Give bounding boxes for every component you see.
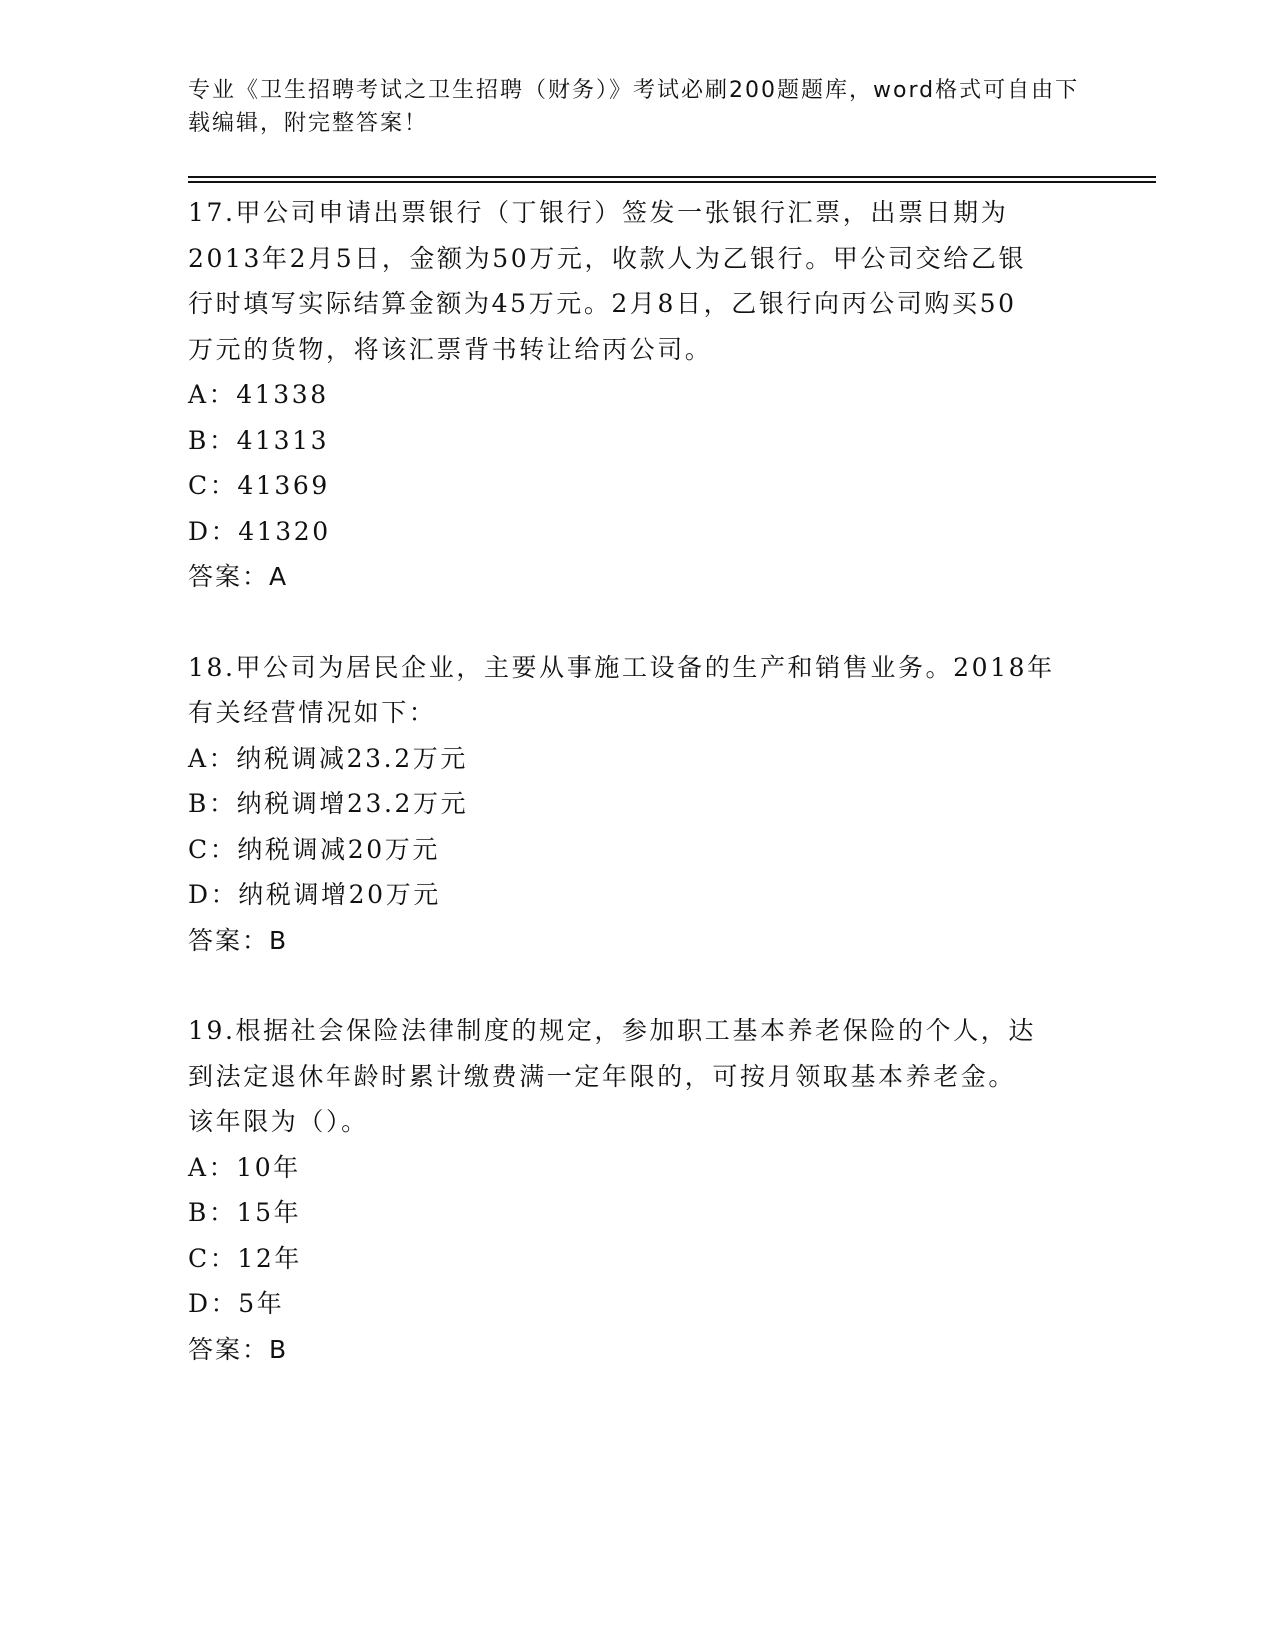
question-text-line: 19.根据社会保险法律制度的规定，参加职工基本养老保险的个人，达 [188, 1016, 1036, 1045]
question-text-line: 18.甲公司为居民企业，主要从事施工设备的生产和销售业务。2018年 [188, 652, 1055, 682]
answer: 答案：B [188, 925, 289, 955]
answer: 答案：B [188, 1334, 289, 1364]
option-c: C：12年 [188, 1243, 302, 1273]
option-b: B：41313 [188, 425, 330, 455]
question-text-line: 行时填写实际结算金额为45万元。2月8日，乙银行向丙公司购买50 [188, 289, 1017, 318]
question-19 [188, 1008, 1088, 1372]
question-text-line: 有关经营情况如下： [188, 698, 437, 727]
header-divider-bottom [188, 181, 1156, 183]
question-text-line: 17.甲公司申请出票银行（丁银行）签发一张银行汇票，出票日期为 [188, 198, 1009, 227]
header-divider-top [188, 176, 1156, 178]
question-list [188, 190, 1088, 1417]
option-d: D：纳税调增20万元 [188, 880, 441, 909]
question-text-line: 万元的货物，将该汇票背书转让给丙公司。 [188, 334, 713, 364]
option-d: D：5年 [188, 1289, 285, 1318]
option-a: A：10年 [188, 1152, 301, 1182]
question-text-line: 2013年2月5日，金额为50万元，收款人为乙银行。甲公司交给乙银 [188, 243, 1027, 273]
page-header: 专业《卫生招聘考试之卫生招聘（财务）》考试必刷200题题库，word格式可自由下载编辑，附完整答案！ [188, 78, 1080, 136]
option-c: C：41369 [188, 471, 330, 500]
option-c: C：纳税调减20万元 [188, 834, 440, 864]
option-a: A：41338 [188, 380, 329, 409]
option-d: D：41320 [188, 516, 331, 546]
question-text-line: 该年限为（）。 [188, 1107, 369, 1136]
answer: 答案：A [188, 562, 289, 591]
option-b: B：纳税调增23.2万元 [188, 789, 469, 818]
question-text-line: 到法定退休年龄时累计缴费满一定年限的，可按月领取基本养老金。 [188, 1061, 1017, 1091]
option-b: B：15年 [188, 1198, 302, 1227]
option-a: A：纳税调减23.2万元 [188, 743, 468, 773]
question-17 [188, 190, 1088, 600]
question-18 [188, 645, 1088, 964]
